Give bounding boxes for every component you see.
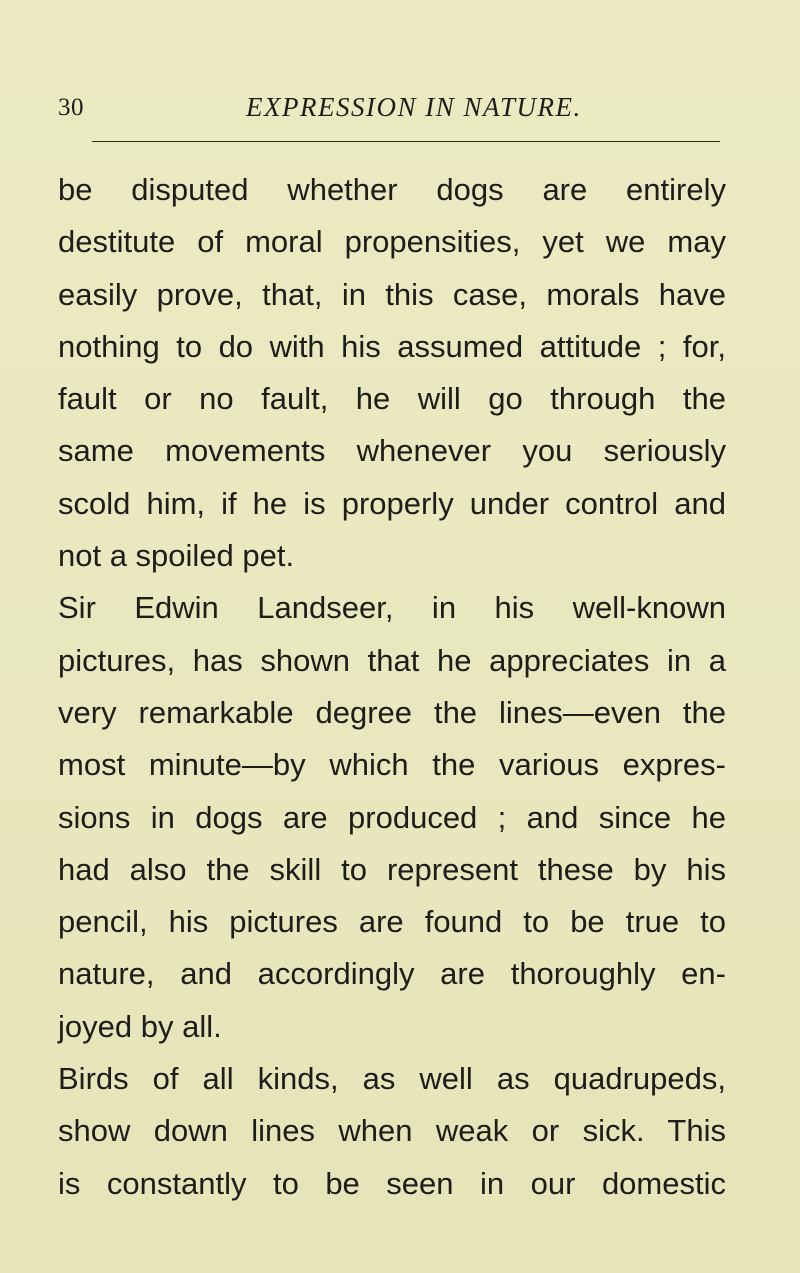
text-line: be disputed whether dogs are entirely xyxy=(58,172,726,207)
text-line: show down lines when weak or sick. This xyxy=(58,1113,726,1149)
text-line: Birds of all kinds, as well as quadrupeds, xyxy=(58,1061,726,1097)
text-line: easily prove, that, in this case, morals have xyxy=(58,276,726,312)
text-line: scold him, if he is properly under control and xyxy=(58,485,726,521)
text-line: sions in dogs are produced ; and since he xyxy=(58,799,726,835)
page-header xyxy=(58,90,718,130)
body-text xyxy=(58,164,726,1210)
text-line: same movements whenever you seriously xyxy=(58,433,726,469)
text-line: most minute—by which the various expres- xyxy=(58,747,726,783)
text-line: is constantly to be seen in our domestic xyxy=(58,1165,726,1201)
running-title: EXPRESSION IN NATURE. xyxy=(246,92,582,122)
text-line: Sir Edwin Landseer, in his well-known xyxy=(58,590,726,626)
page-number: 30 xyxy=(58,94,84,121)
text-line: pictures, has shown that he appreciates in a xyxy=(58,642,726,678)
text-line: nature, and accordingly are thoroughly en- xyxy=(58,956,726,992)
text-line: pencil, his pictures are found to be true to xyxy=(58,904,726,940)
text-line: not a spoiled pet. xyxy=(58,538,295,574)
text-line: nothing to do with his assumed attitude ; for, xyxy=(58,328,726,364)
text-line: had also the skill to represent these by his xyxy=(58,851,726,887)
text-line: joyed by all. xyxy=(58,1008,222,1044)
header-rule xyxy=(92,141,720,142)
text-line: fault or no fault, he will go through the xyxy=(58,381,726,417)
text-line: very remarkable degree the lines—even the xyxy=(58,694,726,730)
text-line: destitute of moral propensities, yet we may xyxy=(58,224,726,260)
